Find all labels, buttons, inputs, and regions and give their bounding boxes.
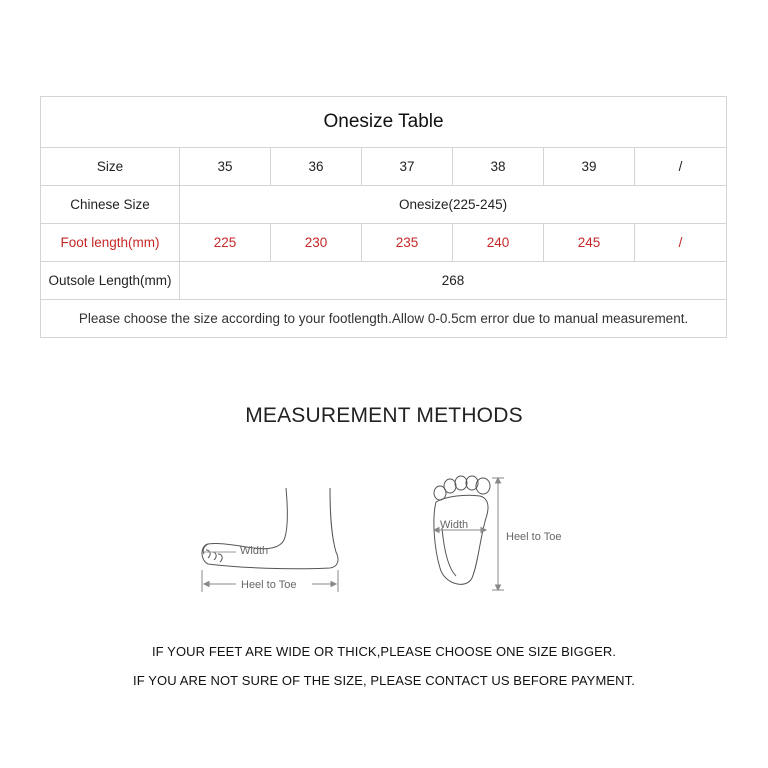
sole-foot-diagram bbox=[420, 468, 580, 598]
table-title-row bbox=[41, 97, 727, 148]
foot-length-cell: 240 bbox=[453, 224, 544, 262]
foot-length-cell: 245 bbox=[544, 224, 635, 262]
side-width-label: Width bbox=[240, 545, 269, 557]
foot-length-row bbox=[41, 224, 727, 262]
wide-feet-note: IF YOUR FEET ARE WIDE OR THICK,PLEASE CHOOSE ONE SIZE BIGGER. bbox=[151, 644, 617, 659]
size-cell: 35 bbox=[180, 148, 271, 186]
size-cell: 37 bbox=[362, 148, 453, 186]
table-title: Onesize Table bbox=[41, 97, 727, 148]
side-length-label: Heel to Toe bbox=[241, 579, 297, 591]
chinese-size-value: Onesize(225-245) bbox=[180, 186, 727, 224]
outsole-length-value: 268 bbox=[180, 262, 727, 300]
chinese-size-label: Chinese Size bbox=[41, 186, 180, 224]
foot-length-label: Foot length(mm) bbox=[41, 224, 180, 262]
contact-note: IF YOU ARE NOT SURE OF THE SIZE, PLEASE CONTACT US BEFORE PAYMENT. bbox=[133, 673, 635, 688]
outsole-length-label: Outsole Length(mm) bbox=[41, 262, 180, 300]
outsole-length-row bbox=[41, 262, 727, 300]
size-label: Size bbox=[41, 148, 180, 186]
size-table bbox=[40, 96, 727, 338]
chinese-size-row bbox=[41, 186, 727, 224]
size-cell: 38 bbox=[453, 148, 544, 186]
sole-width-label: Width bbox=[440, 519, 469, 531]
measurement-title: MEASUREMENT METHODS bbox=[245, 404, 523, 427]
foot-length-cell: 230 bbox=[271, 224, 362, 262]
side-foot-diagram bbox=[190, 480, 350, 600]
size-cell: 36 bbox=[271, 148, 362, 186]
size-row bbox=[41, 148, 727, 186]
foot-length-cell: / bbox=[635, 224, 727, 262]
foot-length-cell: 225 bbox=[180, 224, 271, 262]
size-note: Please choose the size according to your footlength.Allow 0-0.5cm error due to manual measurement. bbox=[41, 300, 727, 338]
foot-length-cell: 235 bbox=[362, 224, 453, 262]
sole-length-arrow-icon bbox=[492, 478, 504, 590]
size-cell: 39 bbox=[544, 148, 635, 186]
sole-length-label: Heel to Toe bbox=[506, 531, 562, 543]
note-row bbox=[41, 300, 727, 338]
size-cell: / bbox=[635, 148, 727, 186]
side-foot-outline-icon bbox=[202, 488, 338, 569]
